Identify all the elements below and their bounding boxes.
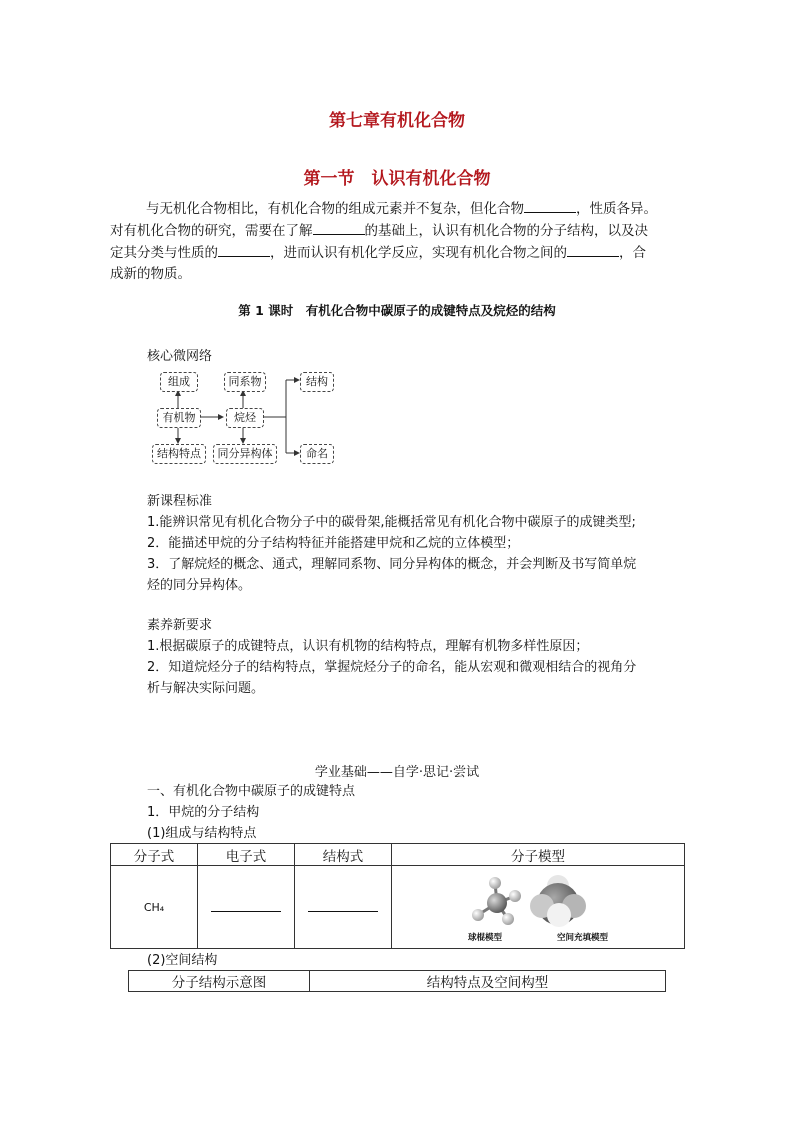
standard-item: 烃的同分异构体。	[147, 578, 252, 593]
literacy-item: 2．知道烷烃分子的结构特点，掌握烷烃分子的命名，能从宏观和微观相结合的视角分	[147, 660, 637, 675]
fill-blank[interactable]	[313, 220, 365, 235]
literacy-item: 1.根据碳原子的成键特点，认识有机物的结构特点，理解有机物多样性原因；	[147, 639, 589, 654]
space-filling-model	[530, 875, 586, 927]
section-title: 第一节 认识有机化合物	[303, 169, 491, 189]
literacy-item: 析与解决实际问题。	[147, 681, 265, 696]
basics-subheading-1: 一、有机化合物中碳原子的成键特点	[147, 784, 356, 799]
intro-line-1: 与无机化合物相比，有机化合物的组成元素并不复杂，但化合物 ，性质各异。	[146, 198, 706, 221]
electron-formula-cell[interactable]	[198, 866, 295, 949]
ball-stick-model	[472, 877, 521, 925]
structural-formula-cell[interactable]	[295, 866, 392, 949]
table-spatial-structure	[128, 970, 666, 992]
basics-heading: 学业基础——自学·思记·尝试	[314, 765, 480, 780]
node-tongfenyigouti: 同分异构体	[213, 444, 277, 464]
ball-stick-label: 球棍模型	[468, 933, 503, 943]
intro-line-3: 定其分类与性质的 ，进而认识有机化学反应，实现有机化合物之间的 ，合	[110, 242, 700, 265]
fill-blank[interactable]	[308, 911, 378, 912]
node-wanting: 烷烃	[226, 408, 264, 428]
table-header: 分子模型	[392, 844, 685, 866]
fill-blank[interactable]	[524, 198, 576, 213]
network-heading: 核心微网络	[147, 349, 213, 364]
node-tongxiwu: 同系物	[224, 372, 266, 392]
formula-cell: CH₄	[111, 866, 198, 949]
node-mingming: 命名	[300, 444, 334, 464]
intro-line-2: 对有机化合物的研究，需要在了解 的基础上，认识有机化合物的分子结构，以及决	[110, 220, 700, 243]
fill-blank[interactable]	[218, 242, 270, 257]
intro-line-4: 成新的物质。	[110, 266, 191, 282]
basics-subheading-2: 1．甲烷的分子结构	[147, 805, 260, 820]
table-header: 电子式	[198, 844, 295, 866]
node-youjiwu: 有机物	[157, 408, 201, 428]
methane-model-image	[468, 871, 608, 933]
molecular-model-cell	[392, 866, 685, 949]
table-header: 结构特点及空间构型	[310, 971, 666, 992]
table-methane-composition	[110, 843, 685, 949]
standard-item: 2．能描述甲烷的分子结构特征并能搭建甲烷和乙烷的立体模型；	[147, 536, 520, 551]
standard-item: 1.能辨识常见有机化合物分子中的碳骨架,能概括常见有机化合物中碳原子的成键类型;	[147, 515, 636, 530]
table-header: 分子式	[111, 844, 198, 866]
chapter-title: 第七章有机化合物	[329, 111, 465, 131]
table-header: 结构式	[295, 844, 392, 866]
basics-subheading-3: (1)组成与结构特点	[147, 826, 257, 841]
node-zucheng: 组成	[160, 372, 198, 392]
space-filling-label: 空间充填模型	[556, 933, 608, 943]
fill-blank[interactable]	[211, 911, 281, 912]
fill-blank[interactable]	[567, 242, 619, 257]
standard-item: 3．了解烷烃的概念、通式，理解同系物、同分异构体的概念，并会判断及书写简单烷	[147, 557, 637, 572]
literacy-heading: 素养新要求	[147, 618, 213, 633]
lesson-title: 第 1 课时 有机化合物中碳原子的成键特点及烷烃的结构	[238, 303, 556, 318]
node-jiegou: 结构	[300, 372, 334, 392]
basics-subheading-4: (2)空间结构	[147, 953, 218, 968]
node-jiegoutedian: 结构特点	[152, 444, 206, 464]
standards-heading: 新课程标准	[147, 494, 213, 509]
table-header: 分子结构示意图	[129, 971, 310, 992]
